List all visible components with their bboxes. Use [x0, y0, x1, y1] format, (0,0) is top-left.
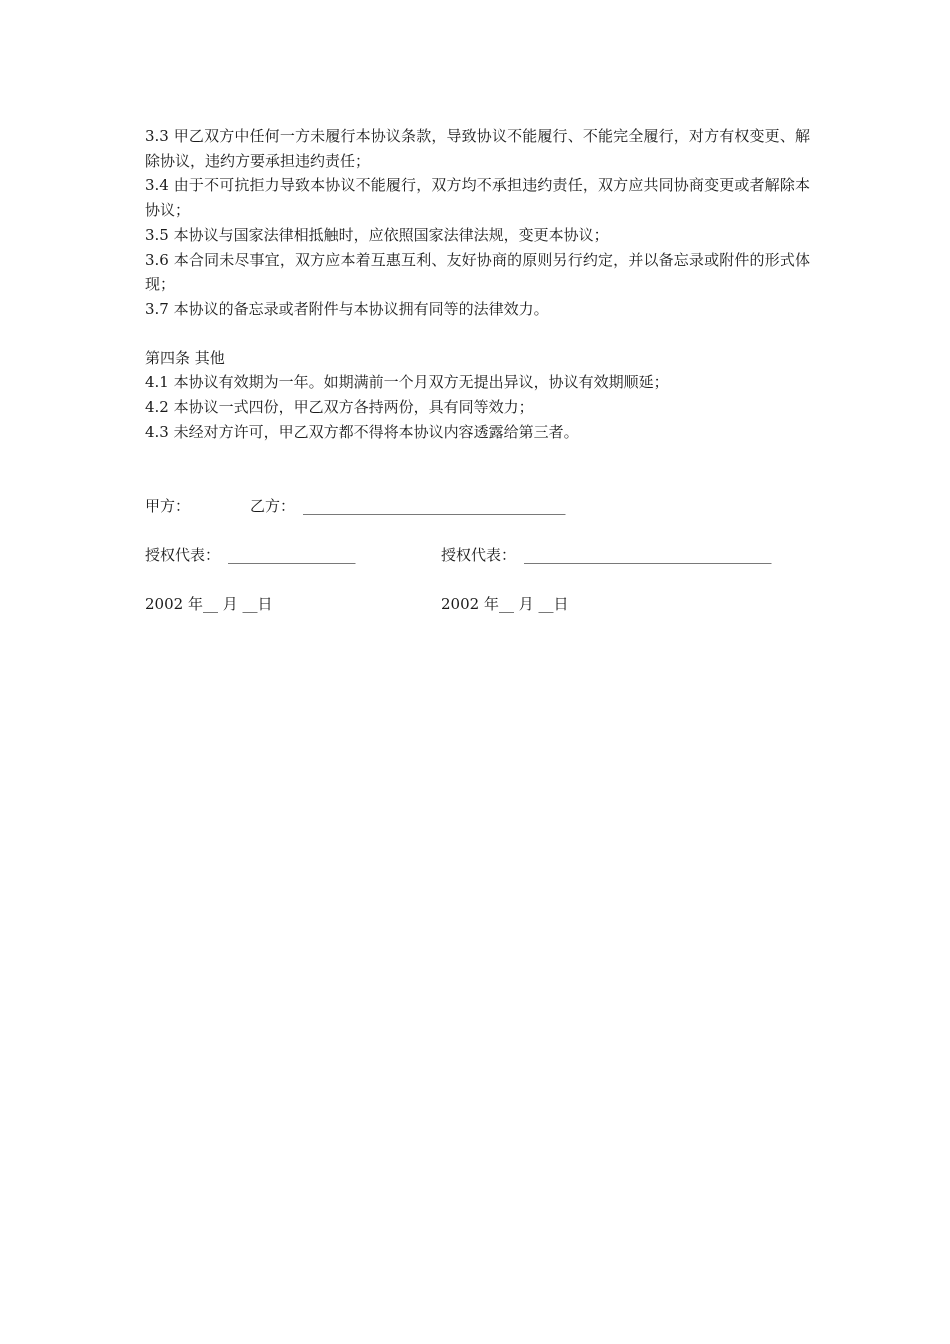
clause-3-5: 3.5 本协议与国家法律相抵触时，应依照国家法律法规，变更本协议；: [145, 225, 609, 244]
rep-a-signature-line: _________________: [228, 546, 356, 565]
clause-4-3: 4.3 未经对方许可，甲乙双方都不得将本协议内容透露给第三者。: [145, 422, 579, 441]
rep-a-label: 授权代表：: [145, 546, 221, 565]
rep-b-signature-line: _________________________________: [524, 546, 772, 565]
article-4-heading: 第四条 其他: [145, 348, 225, 367]
party-b-label: 乙方：: [250, 497, 296, 516]
clause-3-6: 3.6 本合同未尽事宜，双方应本着互惠互利、友好协商的原则另行约定，并以备忘录或附件的形式体现；: [145, 250, 810, 294]
clause-3-4: 3.4 由于不可抗拒力导致本协议不能履行，双方均不承担违约责任，双方应共同协商变更或者解除本协议；: [145, 176, 810, 220]
party-row: [145, 494, 810, 519]
date-row: [145, 592, 810, 617]
signature-spacer: [145, 444, 810, 494]
clause-4-2: 4.2 本协议一式四份，甲乙双方各持两份，具有同等效力；: [145, 398, 534, 417]
party-b-signature-line: ___________________________________: [303, 497, 566, 516]
date-b: 2002 年__ 月 __日: [441, 594, 569, 613]
representative-row: [145, 543, 810, 568]
section-spacer: [145, 322, 810, 346]
party-a-label: 甲方：: [145, 497, 191, 516]
rep-b-label: 授权代表：: [441, 546, 517, 565]
clause-3-7: 3.7 本协议的备忘录或者附件与本协议拥有同等的法律效力。: [145, 299, 549, 318]
clause-3-3: 3.3 甲乙双方中任何一方未履行本协议条款，导致协议不能履行、不能完全履行，对方有权变更、解除协议，违约方要承担违约责任；: [145, 127, 810, 170]
date-a: 2002 年__ 月 __日: [145, 594, 273, 613]
clause-4-1: 4.1 本协议有效期为一年。如期满前一个月双方无提出异议，协议有效期顺延；: [145, 373, 669, 392]
document-page: [145, 124, 810, 641]
